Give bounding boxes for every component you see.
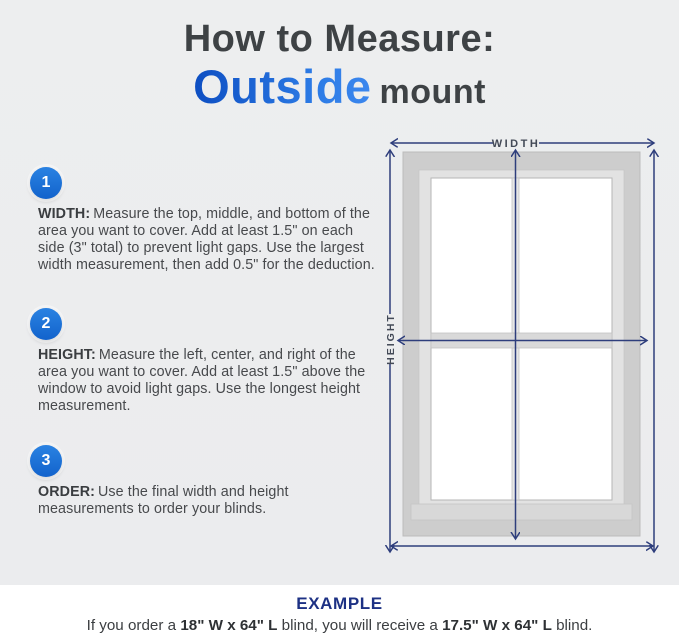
step-width <box>30 167 380 274</box>
width-label: WIDTH <box>491 138 541 150</box>
step-2-text <box>38 347 380 415</box>
example-receive-size: 17.5" W x 64" L <box>442 617 552 634</box>
step-3-text <box>38 484 380 518</box>
window-illustration <box>403 152 640 536</box>
step-3-badge: 3 <box>30 445 62 477</box>
window-sill <box>411 504 632 520</box>
window-measure-diagram <box>373 128 665 570</box>
title-suffix: mount <box>379 72 486 111</box>
height-label: HEIGHT <box>385 313 397 365</box>
step-1-label: WIDTH: <box>38 206 91 222</box>
step-3-label: ORDER: <box>38 484 95 500</box>
example-heading: EXAMPLE <box>296 594 383 613</box>
step-height <box>30 308 380 415</box>
step-1-text <box>38 206 380 274</box>
title-line2 <box>0 59 679 113</box>
example-body <box>0 617 679 634</box>
example-section <box>0 585 679 644</box>
page-title <box>0 20 679 111</box>
step-1-body: Measure the top, middle, and bottom of the area you want to cover. Add at least 1.5" on each side (3" total) to prevent light gaps. Use the largest width measurement, then add 0.5" for the deduction. <box>38 206 375 273</box>
step-2-body: Measure the left, center, and right of the area you want to cover. Add at least 1.5" above the window to avoid light gaps. Use the longest height measurement. <box>38 347 366 414</box>
step-1-badge: 1 <box>30 167 62 199</box>
example-order-size: 18" W x 64" L <box>180 617 278 634</box>
step-order <box>30 445 380 518</box>
step-2-label: HEIGHT: <box>38 347 96 363</box>
example-middle: blind, you will receive a <box>277 617 443 634</box>
step-2-badge: 2 <box>30 308 62 340</box>
step-3-body: Use the final width and height measurements to order your blinds. <box>38 484 289 517</box>
example-prefix: If you order a <box>86 617 181 634</box>
title-highlight: Outside <box>193 59 372 113</box>
title-line1: How to Measure: <box>183 18 496 60</box>
example-suffix: blind. <box>551 617 593 634</box>
